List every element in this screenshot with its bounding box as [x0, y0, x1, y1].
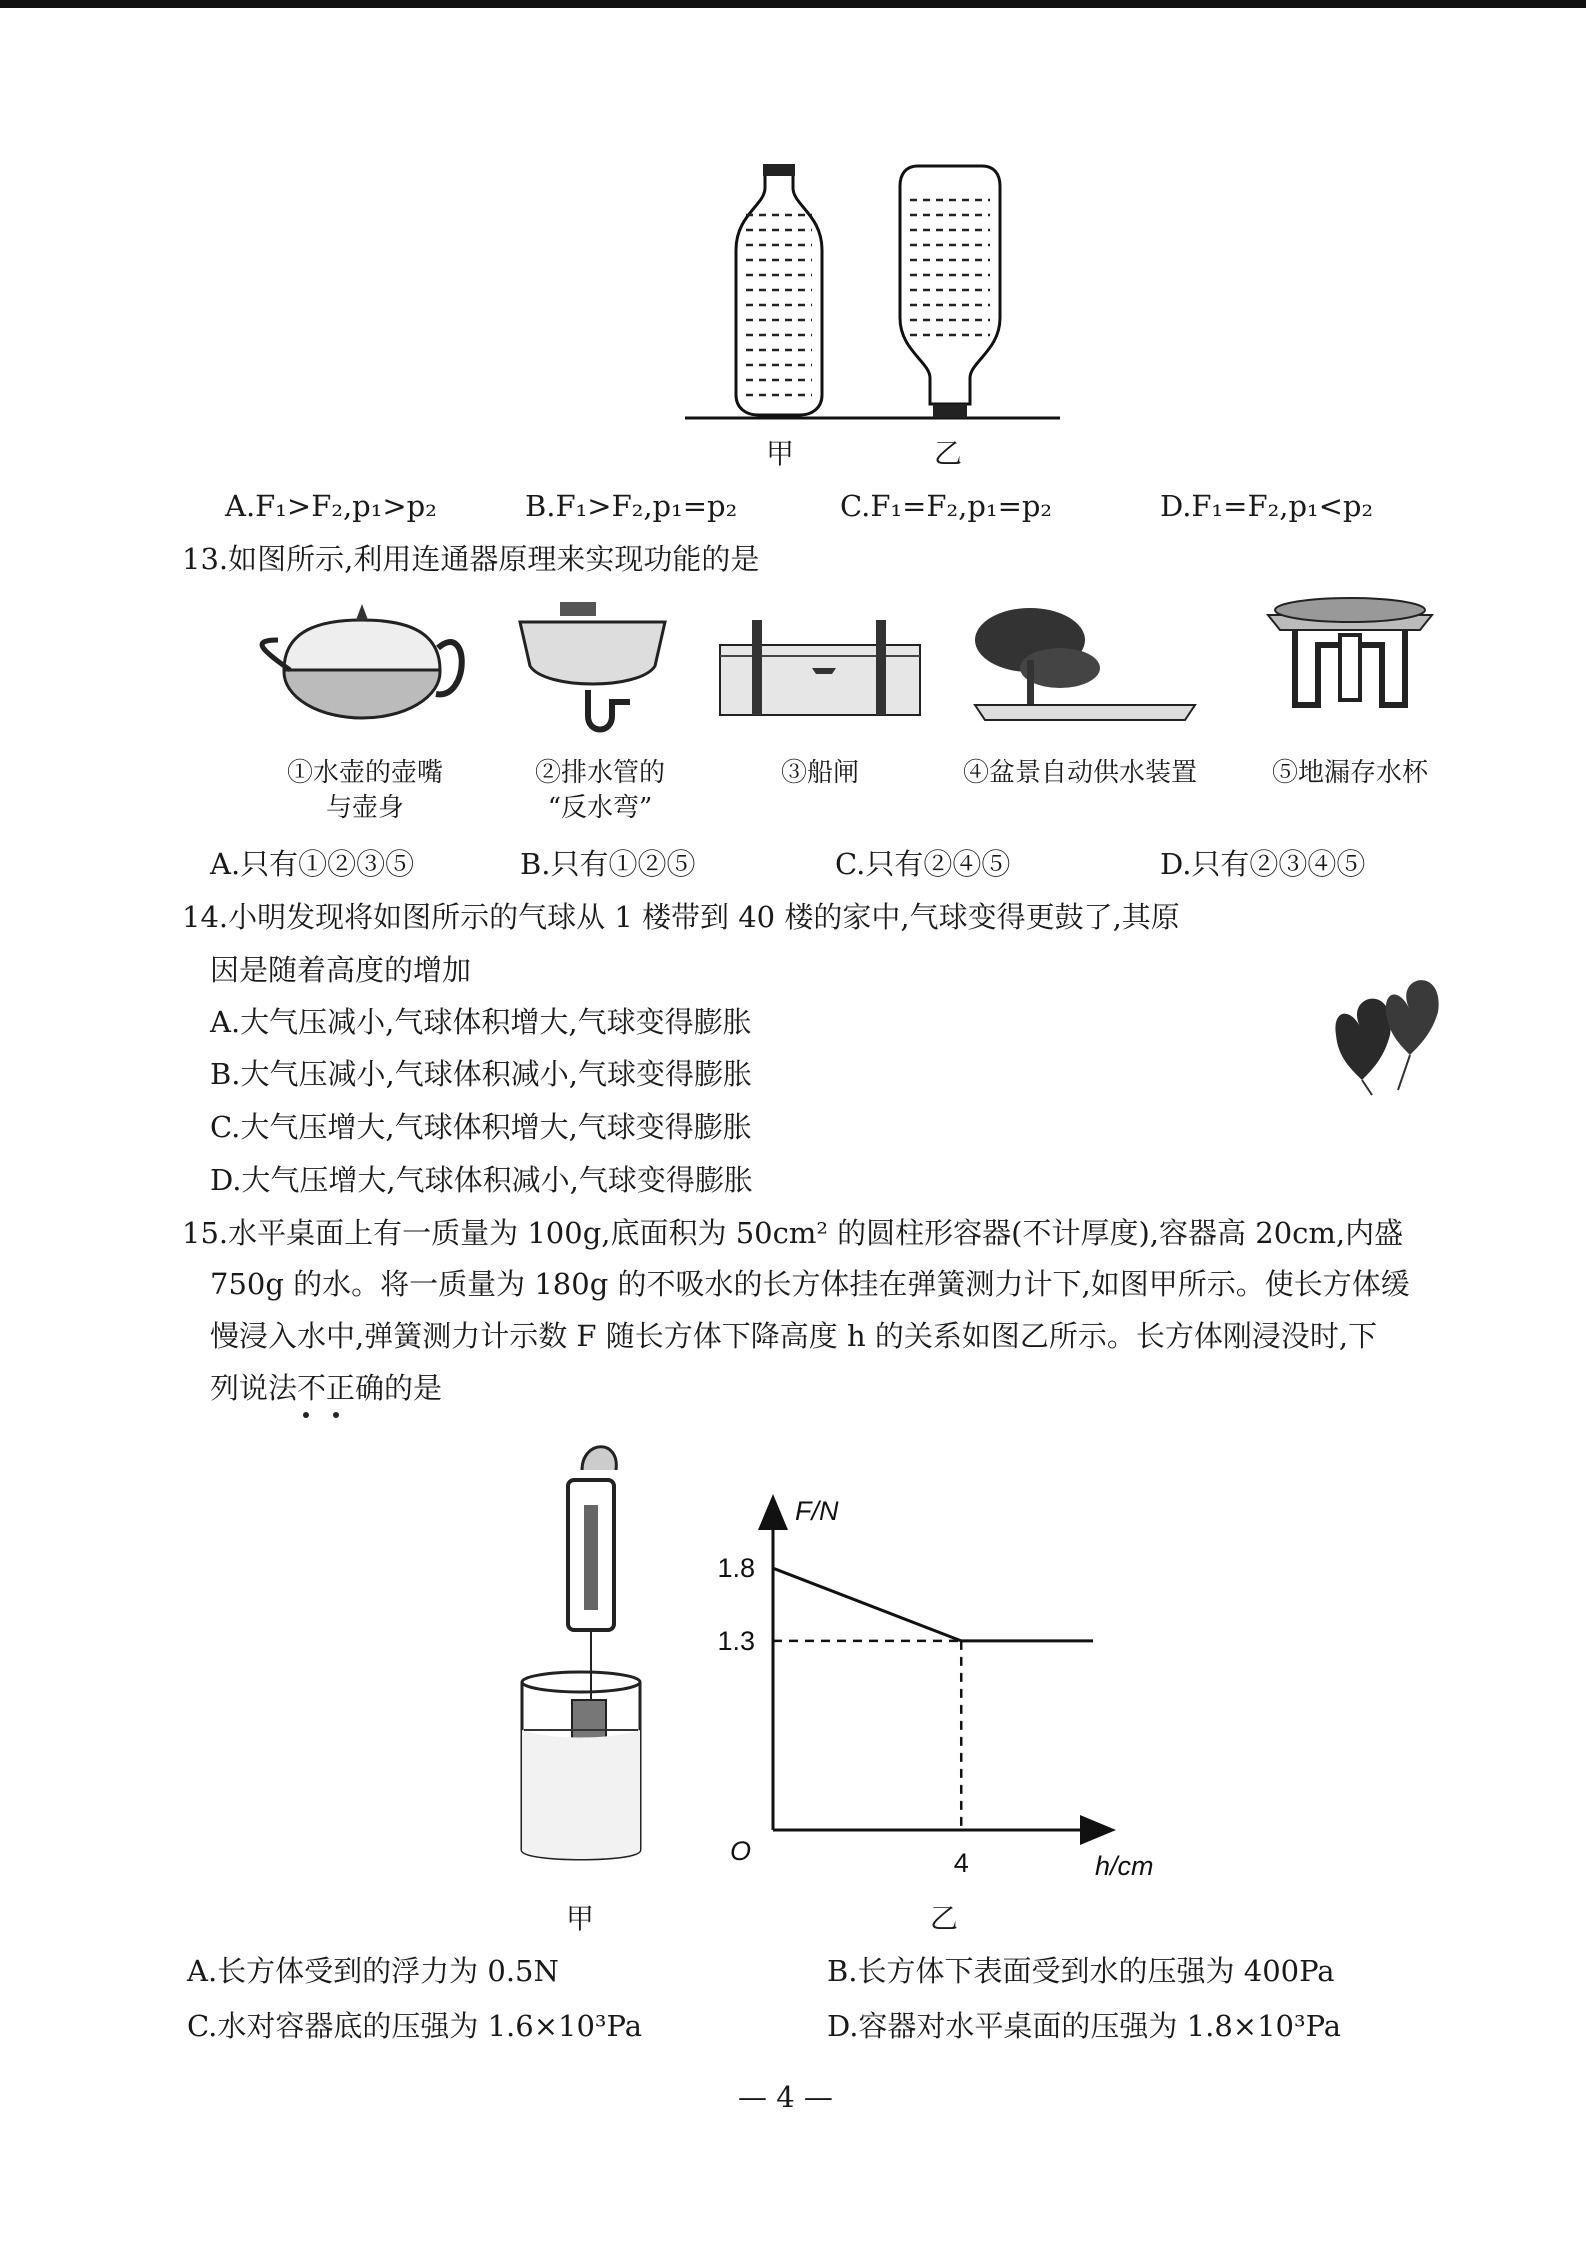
q15-stem-line4: 列说法不正确的是 [210, 1371, 443, 1405]
y-tick-label: 1.3 [717, 1625, 755, 1656]
q14-option-a: A.大气压减小,气球体积增大,气球变得膨胀 [210, 1005, 752, 1039]
q15-stem-line2: 750g 的水。将一质量为 180g 的不吸水的长方体挂在弹簧测力计下,如图甲所示。使长方体缓 [210, 1267, 1410, 1301]
q13-caption-floor-drain: ⑤地漏存水杯 [1271, 758, 1428, 788]
q14-option-b: B.大气压减小,气球体积减小,气球变得膨胀 [210, 1057, 752, 1091]
q13-caption-lock: ③船闸 [780, 758, 859, 788]
q14-stem-line1: 14.小明发现将如图所示的气球从 1 楼带到 40 楼的家中,气球变得更鼓了,其原 [182, 900, 1180, 934]
scan-top-edge [0, 0, 1586, 8]
q15-figure-label-jia: 甲 [566, 1902, 595, 1935]
q12-option-a: A.F₁>F₂,p₁>p₂ [225, 489, 437, 523]
q12-figure-label-yi: 乙 [934, 437, 963, 470]
q13-caption-bonsai: ④盆景自动供水装置 [962, 758, 1197, 788]
q12-option-d: D.F₁=F₂,p₁<p₂ [1160, 489, 1374, 523]
q13-option-c: C.只有②④⑤ [835, 847, 1011, 881]
y-tick-label: 1.8 [717, 1553, 755, 1584]
q15-option-a: A.长方体受到的浮力为 0.5N [187, 1954, 559, 1988]
floor-drain-image [1268, 598, 1432, 705]
q14-stem-line2: 因是随着高度的增加 [210, 953, 472, 987]
q13-caption-drain: ②排水管的 “反水弯” [534, 758, 665, 824]
q12-option-c: C.F₁=F₂,p₁=p₂ [840, 489, 1053, 523]
q15-stem-line1: 15.水平桌面上有一质量为 100g,底面积为 50cm² 的圆柱形容器(不计厚度),容器高 20cm,内盛 [182, 1216, 1404, 1250]
y-axis-label: F/N [795, 1496, 839, 1526]
q12-option-b: B.F₁>F₂,p₁=p₂ [525, 489, 738, 523]
sink-drain-image [520, 602, 665, 730]
q13-option-d: D.只有②③④⑤ [1160, 847, 1366, 881]
series-line [773, 1568, 1093, 1641]
bonsai-image [975, 608, 1195, 720]
emphasis-dot [333, 1412, 339, 1418]
q15-figure-label-yi: 乙 [930, 1902, 959, 1935]
q15-option-d: D.容器对水平桌面的压强为 1.8×10³Pa [827, 2009, 1342, 2043]
origin-label: O [729, 1836, 751, 1866]
q15-option-b: B.长方体下表面受到水的压强为 400Pa [827, 1954, 1335, 1988]
q13-option-a: A.只有①②③⑤ [210, 847, 415, 881]
emphasis-dot [303, 1412, 309, 1418]
q13-option-b: B.只有①②⑤ [520, 847, 696, 881]
page-number: — 4 — [738, 2080, 833, 2114]
ship-lock-image [720, 620, 920, 715]
q14-option-d: D.大气压增大,气球体积减小,气球变得膨胀 [210, 1163, 753, 1197]
q13-caption-teapot: ①水壶的壶嘴 与壶身 [286, 758, 443, 824]
q12-figure-label-jia: 甲 [766, 437, 795, 470]
q15-stem-line3: 慢浸入水中,弹簧测力计示数 F 随长方体下降高度 h 的关系如图乙所示。长方体刚浸没时,下 [210, 1319, 1378, 1353]
x-tick-label: 4 [953, 1848, 969, 1878]
q15-option-c: C.水对容器底的压强为 1.6×10³Pa [187, 2009, 643, 2043]
q13-stem: 13.如图所示,利用连通器原理来实现功能的是 [182, 542, 760, 576]
teapot-image [262, 604, 462, 718]
x-axis-label: h/cm [1095, 1851, 1154, 1881]
q14-option-c: C.大气压增大,气球体积增大,气球变得膨胀 [210, 1110, 752, 1144]
